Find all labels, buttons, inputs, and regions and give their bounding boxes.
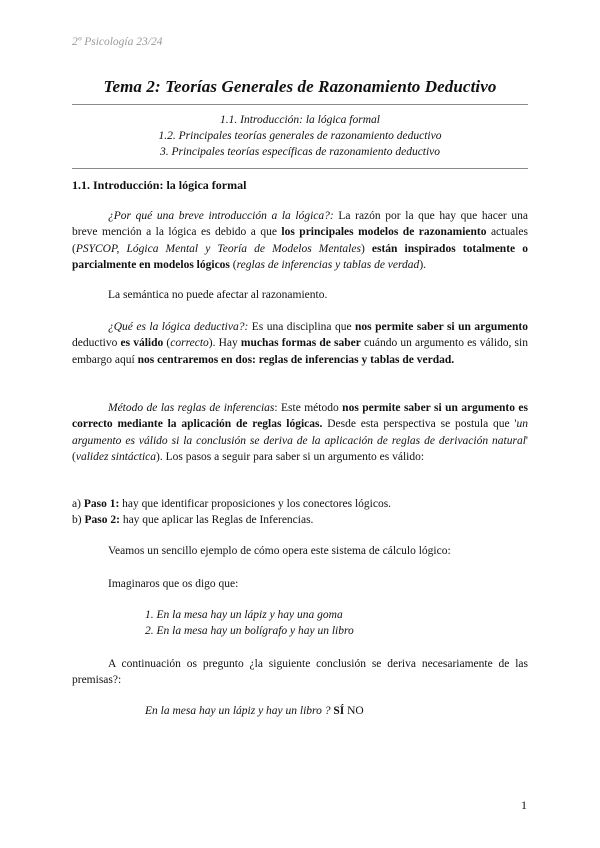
toc-item[interactable]: 1.1. Introducción: la lógica formal: [220, 114, 380, 126]
question-intro: A continuación os pregunto ¿la siguiente conclusión se deriva necesariamente de las premisas?:: [72, 658, 528, 687]
answer-yes[interactable]: SÍ: [333, 705, 345, 717]
premise-item: 2. En la mesa hay un bolígrafo y hay un libro: [145, 625, 354, 637]
step-item: b) Paso 2: hay que aplicar las Reglas de Inferencias.: [72, 514, 314, 526]
step-item: a) Paso 1: hay que identificar proposiciones y los conectores lógicos.: [72, 498, 392, 510]
bottom-divider: [72, 168, 528, 169]
example-intro: Veamos un sencillo ejemplo de cómo opera este sistema de cálculo lógico:: [108, 545, 451, 557]
paragraph-intro: ¿Por qué una breve introducción a la lógica?: La razón por la que hay que hacer una breve mención a la lógica es debido a que los principales modelos de razonamiento actuales (PSYCOP, Lógica Mental y Teoría de Modelos Mentales) están inspirados totalmente o parcialmente en modelos lógicos (reglas de inferencias y tablas de verdad).: [72, 210, 528, 272]
method-title: Método de las reglas de inferencias: [108, 402, 275, 414]
course-header: 2º Psicología 23/24: [72, 36, 163, 48]
question-text: ¿Qué es la lógica deductiva?:: [108, 321, 249, 333]
page-number: 1: [521, 798, 527, 812]
top-divider: [72, 104, 528, 105]
page-title: Tema 2: Teorías Generales de Razonamiento Deductivo: [103, 77, 497, 96]
premise-item: 1. En la mesa hay un lápiz y hay una goma: [145, 609, 343, 621]
toc-item[interactable]: 1.2. Principales teorías generales de razonamiento deductivo: [158, 130, 442, 142]
imagine-text: Imaginaros que os digo que:: [108, 578, 239, 590]
table-of-contents: [72, 112, 528, 160]
section-heading: 1.1. Introducción: la lógica formal: [72, 178, 247, 192]
paragraph-inference-method: Método de las reglas de inferencias: Este método nos permite saber si un argumento es correcto mediante la aplicación de reglas lógicas. Desde esta perspectiva se postula que 'un argumento es válido si la conclusión se deriva de la aplicación de reglas de derivación natural' (validez sintáctica). Los pasos a seguir para saber si un argumento es válido:: [72, 402, 528, 464]
answer-no[interactable]: NO: [347, 705, 364, 717]
paragraph-deductive-logic: ¿Qué es la lógica deductiva?: Es una disciplina que nos permite saber si un argumento deductivo es válido (correcto). Hay muchas formas de saber cuándo un argumento es válido, sin embargo aquí nos centraremos en dos: reglas de inferencias y tablas de verdad.: [72, 321, 528, 366]
question-text: ¿Por qué una breve introducción a la lógica?:: [108, 210, 334, 222]
paragraph-semantics: La semántica no puede afectar al razonamiento.: [108, 289, 328, 301]
conclusion-question: En la mesa hay un lápiz y hay un libro ? SÍ NO: [145, 705, 364, 717]
toc-item[interactable]: 3. Principales teorías específicas de razonamiento deductivo: [159, 146, 441, 158]
